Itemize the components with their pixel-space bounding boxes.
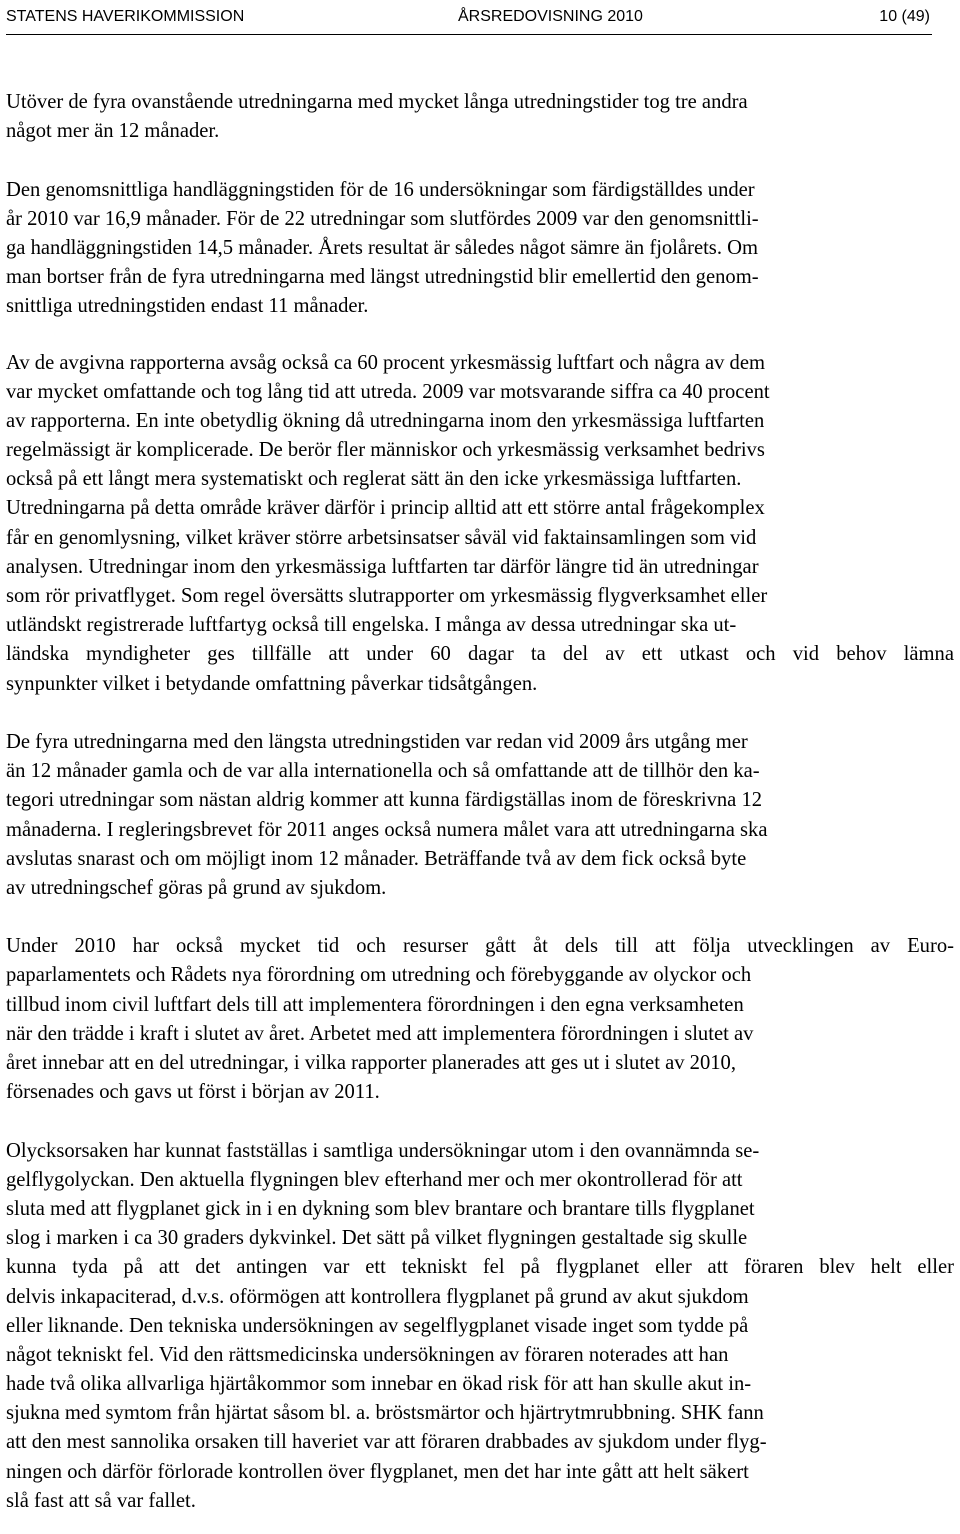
text-line: delvis inkapaciterad, d.v.s. oförmögen att kontrollera flygplanet på grund av akut sjukdom: [6, 1285, 749, 1308]
text-line: år 2010 var 16,9 månader. För de 22 utredningar som slutfördes 2009 var den genomsnittli-: [6, 207, 759, 230]
paragraph-2: [6, 176, 954, 322]
text-line: sluta med att flygplanet gick in i en dykning som blev brantare och brantare tills flygplanet: [6, 1197, 755, 1220]
text-line: månaderna. I regleringsbrevet för 2011 anges också numera målet vara att utredningarna ska: [6, 818, 768, 841]
text-line: av rapporterna. En inte obetydlig ökning då utredningarna inom den yrkesmässiga luftfarten: [6, 409, 765, 432]
paragraph-5: [6, 932, 954, 1107]
text-line: synpunkter vilket i betydande omfattning påverkar tidsåtgången.: [6, 672, 538, 695]
text-line: Den genomsnittliga handläggningstiden för de 16 undersökningar som färdigställdes under: [6, 178, 755, 201]
header-organization: STATENS HAVERIKOMMISSION: [6, 8, 245, 25]
text-line: snittliga utredningstiden endast 11 månader.: [6, 295, 369, 318]
text-line: Av de avgivna rapporterna avsåg också ca 60 procent yrkesmässig luftfart och några av dem: [6, 351, 766, 374]
text-line: ga handläggningstiden 14,5 månader. Årets resultat är således något sämre än fjolårets. Om: [6, 236, 759, 259]
paragraph-1: [6, 88, 954, 146]
header-page-number: 10 (49): [879, 8, 930, 25]
text-line: ningen och därför förlorade kontrollen över flygplanet, men det har inte gått att helt säkert: [6, 1460, 749, 1483]
text-line: också på ett långt mera systematiskt och reglerat sätt än den icke yrkesmässiga luftfarten.: [6, 468, 742, 491]
text-line: Olycksorsaken har kunnat fastställas i samtliga undersökningar utom i den ovannämnda se-: [6, 1139, 760, 1162]
text-line: av utredningschef göras på grund av sjukdom.: [6, 876, 387, 899]
paragraph-3: [6, 349, 954, 699]
text-line: De fyra utredningarna med den längsta utredningstiden var redan vid 2009 års utgång mer: [6, 730, 748, 753]
text-line: ländska myndigheter ges tillfälle att under 60 dagar ta del av ett utkast och vid behov lämna: [6, 643, 954, 666]
text-line: eller liknande. Den tekniska undersökningen av segelflygplanet visade inget som tydde på: [6, 1314, 749, 1337]
text-line: hade två olika allvarliga hjärtåkommor som innebar en ökad risk för att han skulle akut in-: [6, 1373, 752, 1396]
text-line: tegori utredningar som nästan aldrig kommer att kunna färdigställas inom de föreskrivna 12: [6, 789, 763, 812]
text-line: sjukna med symtom från hjärtat såsom bl. a. bröstsmärtor och hjärtrytmrubbning. SHK fann: [6, 1402, 764, 1425]
text-line: Utredningarna på detta område kräver därför i princip alltid att ett större antal frågekomplex: [6, 497, 765, 520]
text-line: får en genomlysning, vilket kräver större arbetsinsatser såväl vid faktainsamlingen som vid: [6, 526, 757, 549]
text-line: något mer än 12 månader.: [6, 120, 220, 143]
text-line: kunna tyda på att det antingen var ett tekniskt fel på flygplanet eller att föraren blev helt eller: [6, 1256, 954, 1279]
text-line: paparlamentets och Rådets nya förordning om utredning och förebyggande av olyckor och: [6, 964, 752, 987]
body-text: [6, 88, 954, 1516]
text-line: avslutas snarast och om möjligt inom 12 månader. Beträffande två av dem fick också byte: [6, 847, 747, 870]
text-line: än 12 månader gamla och de var alla internationella och så omfattande att de tillhör den ka-: [6, 760, 760, 783]
text-line: regelmässigt är komplicerade. De berör fler människor och yrkesmässig verksamhet bedrivs: [6, 439, 765, 462]
text-line: när den trädde i kraft i slutet av året. Arbetet med att implementera förordningen i slutet av: [6, 1022, 754, 1045]
page-header: [6, 4, 932, 35]
text-line: Utöver de fyra ovanstående utredningarna med mycket långa utredningstider tog tre andra: [6, 91, 748, 113]
text-line: slå fast att så var fallet.: [6, 1489, 196, 1512]
text-line: var mycket omfattande och tog lång tid att utreda. 2009 var motsvarande siffra ca 40 procent: [6, 380, 770, 403]
header-report-title: ÅRSREDOVISNING 2010: [458, 8, 643, 25]
text-line: man bortser från de fyra utredningarna med längst utredningstid blir emellertid den genom-: [6, 266, 759, 289]
text-line: försenades och gavs ut först i början av 2011.: [6, 1081, 380, 1104]
text-line: utländskt registrerade luftfartyg också till engelska. I många av dessa utredningar ska ut-: [6, 614, 737, 637]
text-line: tillbud inom civil luftfart dels till att implementera förordningen i den egna verksamheten: [6, 993, 744, 1016]
text-line: gelflygolyckan. Den aktuella flygningen blev efterhand mer och mer okontrollerad för att: [6, 1168, 743, 1191]
text-line: analysen. Utredningar inom den yrkesmässiga luftfarten tar därför längre tid än utredningar: [6, 555, 759, 578]
text-line: att den mest sannolika orsaken till haveriet var att föraren drabbades av sjukdom under flyg-: [6, 1431, 767, 1454]
paragraph-4: [6, 728, 954, 903]
text-line: som rör privatflyget. Som regel översätts slutrapporter om yrkesmässig flygverksamhet eller: [6, 585, 768, 607]
text-line: slog i marken i ca 30 graders dykvinkel. Det sätt på vilket flygningen gestaltade sig skulle: [6, 1227, 748, 1250]
text-line: året innebar att en del utredningar, i vilka rapporter planerades att ges ut i slutet av 2010,: [6, 1052, 736, 1074]
text-line: något tekniskt fel. Vid den rättsmedicinska undersökningen av föraren noterades att han: [6, 1343, 729, 1366]
text-line: Under 2010 har också mycket tid och resurser gått åt dels till att följa utvecklingen av Euro-: [6, 935, 954, 958]
paragraph-6: [6, 1137, 954, 1516]
